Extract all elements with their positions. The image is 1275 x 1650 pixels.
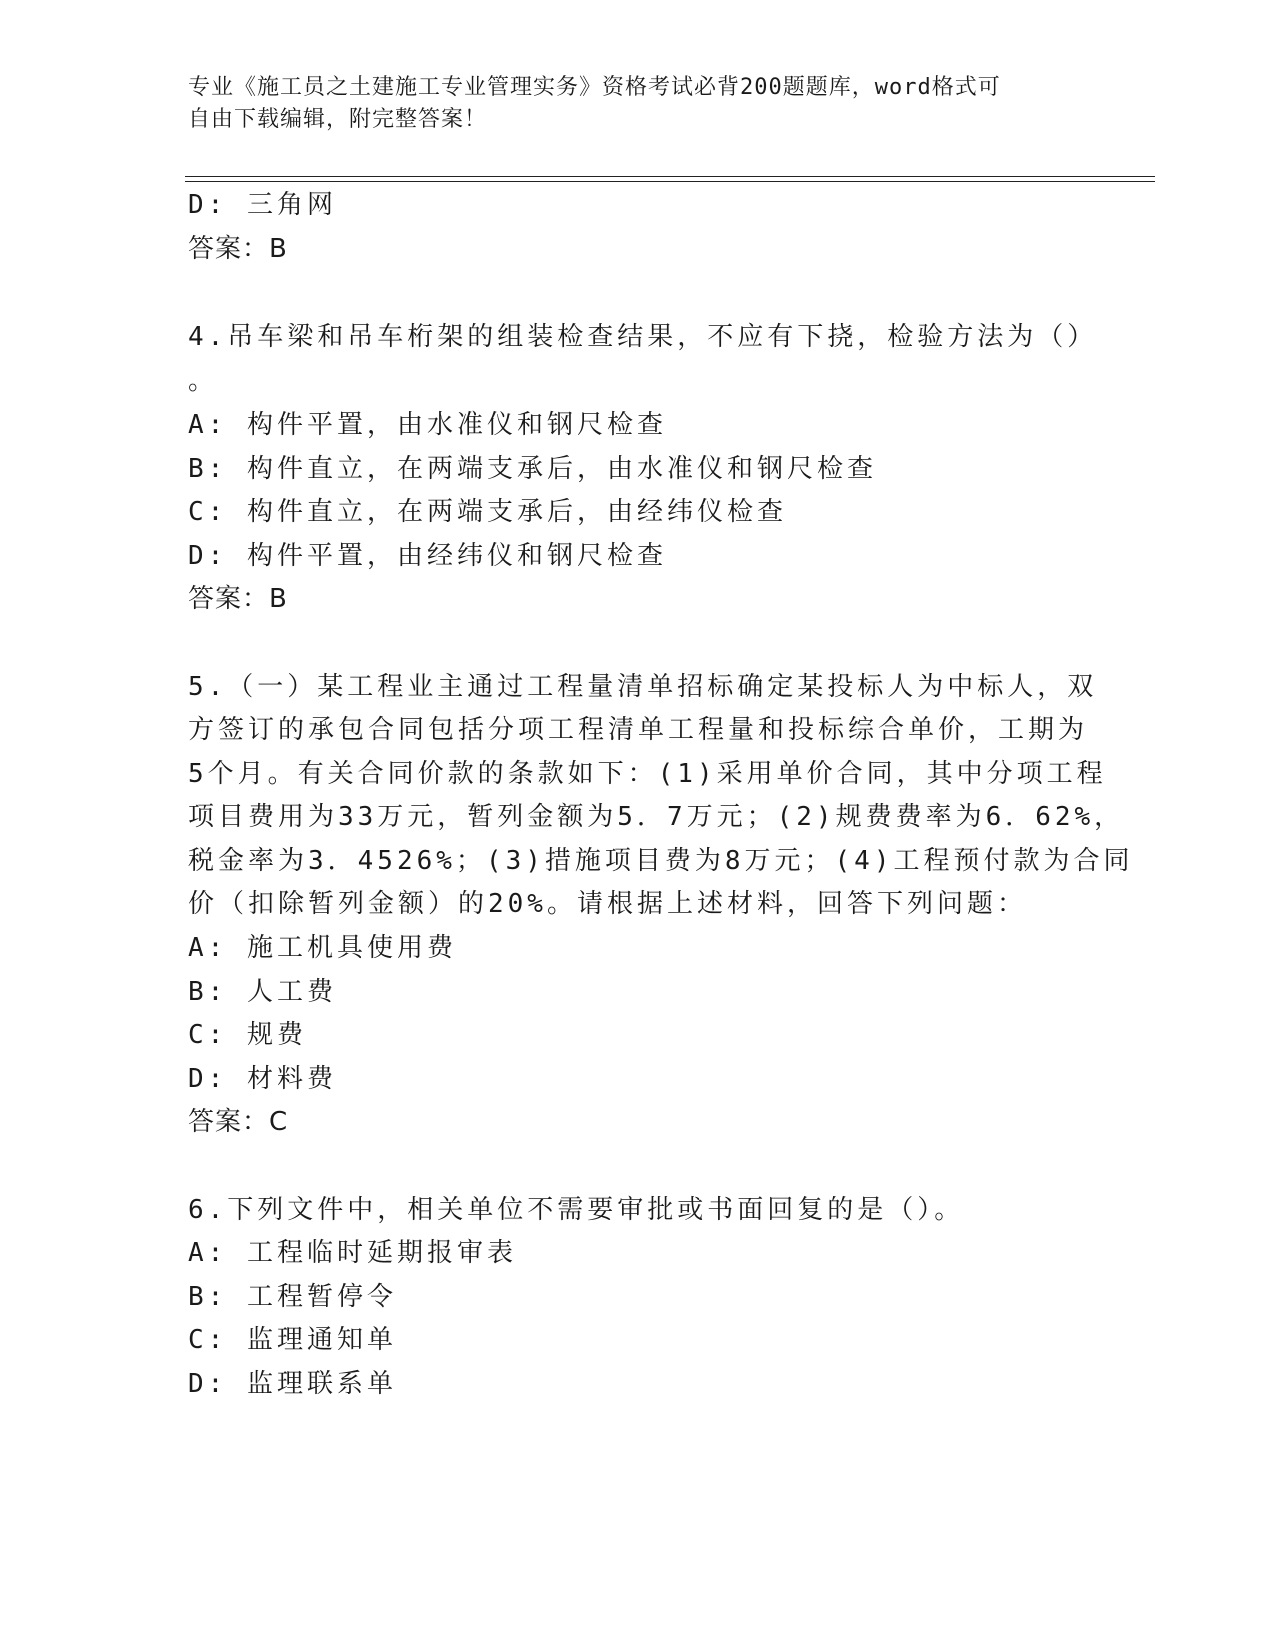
q5-stem-line-6: 价（扣除暂列金额）的20%。请根据上述材料，回答下列问题： (188, 889, 1027, 919)
q6-option-c: C: 监理通知单 (188, 1325, 397, 1355)
q6-option-a: A: 工程临时延期报审表 (188, 1238, 517, 1268)
q5-stem-line-4: 项目费用为33万元，暂列金额为5．7万元；(2)规费费率为6．62%， (188, 802, 1125, 832)
q5-stem-line-2: 方签订的承包合同包括分项工程清单工程量和投标综合单价，工期为 (188, 715, 1089, 745)
q6-option-d: D: 监理联系单 (188, 1369, 397, 1399)
q6-stem-line-1: 6.下列文件中，相关单位不需要审批或书面回复的是（）。 (188, 1195, 965, 1225)
q5-stem-line-1: 5.（一）某工程业主通过工程量清单招标确定某投标人为中标人，双 (188, 672, 1098, 702)
q4-option-b: B: 构件直立，在两端支承后，由水准仪和钢尺检查 (188, 454, 877, 484)
header-line-1: 专业《施工员之土建施工专业管理实务》资格考试必背200题题库，word格式可 (188, 75, 1001, 100)
q3-answer: 答案：B (188, 234, 288, 264)
q6-option-b: B: 工程暂停令 (188, 1282, 397, 1312)
q5-option-a: A: 施工机具使用费 (188, 933, 457, 963)
document-header (188, 72, 1088, 136)
q5-stem-line-3: 5个月。有关合同价款的条款如下：(1)采用单价合同，其中分项工程 (188, 759, 1107, 789)
header-divider-top (185, 176, 1155, 177)
q4-stem-line-2: 。 (188, 366, 219, 396)
q5-option-c: C: 规费 (188, 1020, 307, 1050)
q4-option-c: C: 构件直立，在两端支承后，由经纬仪检查 (188, 497, 787, 527)
q4-option-a: A: 构件平置，由水准仪和钢尺检查 (188, 410, 667, 440)
q5-option-d: D: 材料费 (188, 1064, 337, 1094)
header-divider-bottom (185, 181, 1155, 182)
q5-option-b: B: 人工费 (188, 977, 337, 1007)
q5-stem-line-5: 税金率为3．4526%；(3)措施项目费为8万元；(4)工程预付款为合同 (188, 846, 1134, 876)
q4-answer: 答案：B (188, 584, 288, 614)
q4-stem-line-1: 4.吊车梁和吊车桁架的组装检查结果，不应有下挠，检验方法为（） (188, 322, 1098, 352)
q3-option-d: D: 三角网 (188, 190, 337, 220)
header-line-2: 自由下载编辑，附完整答案！ (188, 107, 488, 132)
q5-answer: 答案：C (188, 1107, 289, 1137)
q4-option-d: D: 构件平置，由经纬仪和钢尺检查 (188, 541, 667, 571)
